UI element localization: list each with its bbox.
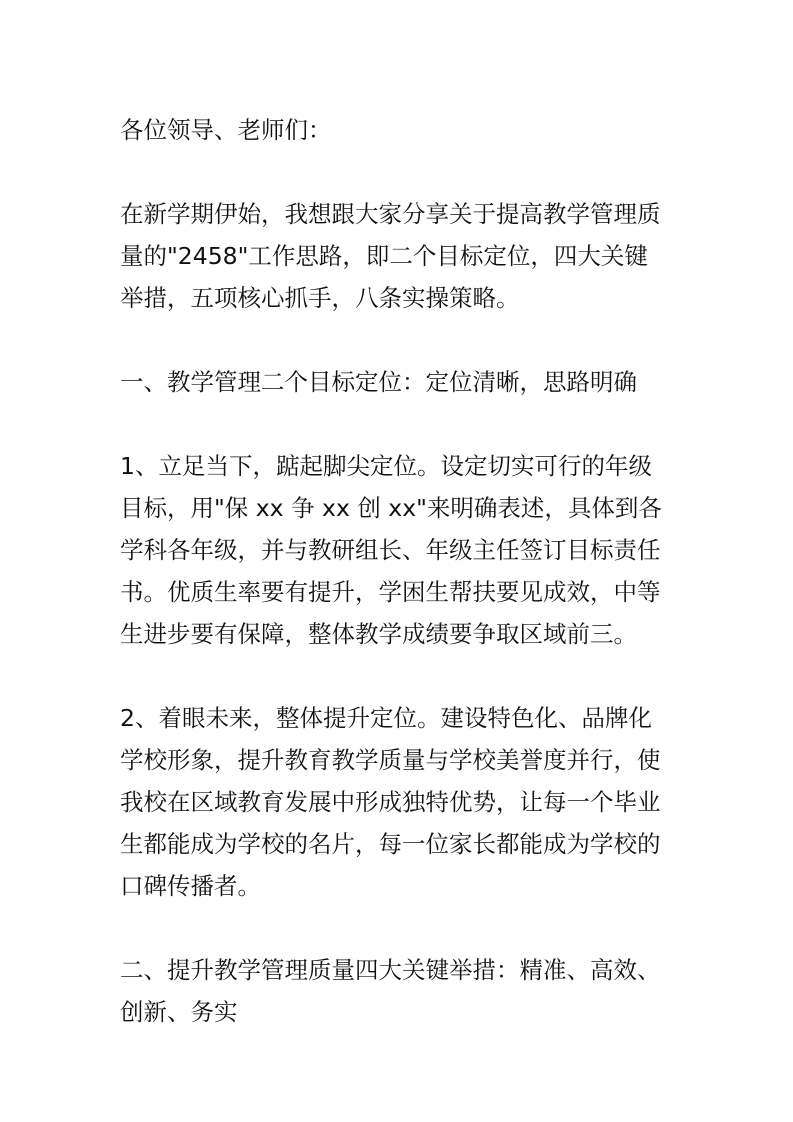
point-2-paragraph [120, 697, 700, 907]
text-line: 各位领导、老师们： [120, 116, 332, 144]
text-line: 目标，用"保 xx 争 xx 创 xx"来明确表述，具体到各 [120, 494, 662, 522]
text-line: 量的"2458"工作思路，即二个目标定位，四大关键 [120, 242, 648, 270]
text-line: 在新学期伊始，我想跟大家分享关于提高教学管理质 [120, 200, 661, 228]
text-line: 学校形象，提升教育教学质量与学校美誉度并行，使 [120, 746, 661, 774]
section-heading-2 [120, 949, 700, 1033]
text-line: 生进步要有保障，整体教学成绩要争取区域前三。 [120, 620, 637, 648]
text-line: 2、着眼未来，整体提升定位。建设特色化、品牌化 [120, 704, 652, 732]
text-line: 一、教学管理二个目标定位：定位清晰，思路明确 [120, 368, 637, 396]
text-line: 生都能成为学校的名片，每一位家长都能成为学校的 [120, 830, 661, 858]
text-line: 二、提升教学管理质量四大关键举措：精准、高效、 [120, 956, 661, 984]
section-heading-1 [120, 361, 700, 403]
text-line: 举措，五项核心抓手，八条实操策略。 [120, 284, 520, 312]
point-1-paragraph [120, 445, 700, 655]
text-line: 1、立足当下，踮起脚尖定位。设定切实可行的年级 [120, 452, 652, 480]
text-line: 我校在区域教育发展中形成独特优势，让每一个毕业 [120, 788, 661, 816]
text-line: 书。优质生率要有提升，学困生帮扶要见成效，中等 [120, 578, 661, 606]
text-line: 口碑传播者。 [120, 872, 261, 900]
text-line: 创新、务实 [120, 998, 238, 1026]
document-page [120, 109, 700, 1075]
text-line: 学科各年级，并与教研组长、年级主任签订目标责任 [120, 536, 661, 564]
greeting [120, 109, 700, 151]
intro-paragraph [120, 193, 700, 319]
